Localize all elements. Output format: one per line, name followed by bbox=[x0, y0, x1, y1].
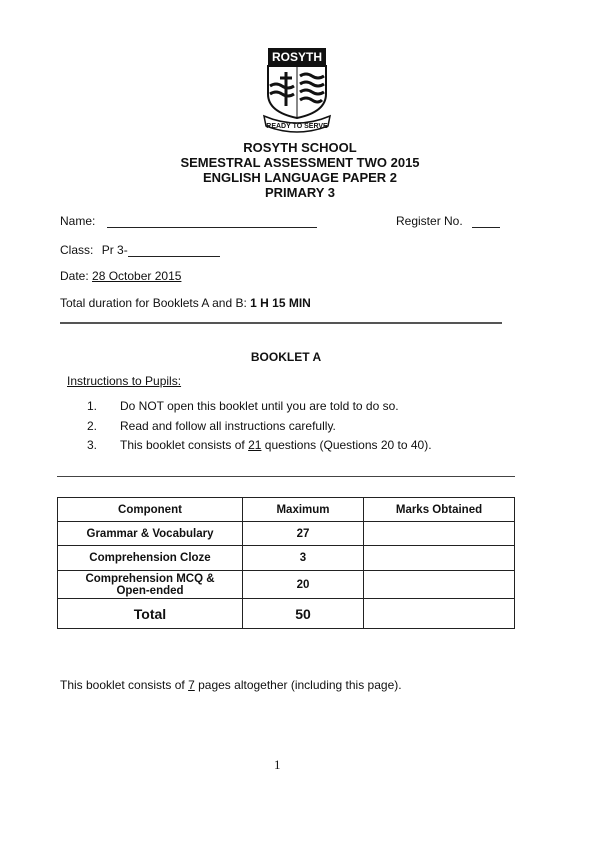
marks-obtained-cell[interactable] bbox=[364, 571, 515, 599]
instructions-heading: Instructions to Pupils: bbox=[67, 374, 182, 388]
instruction-item-2-num: 2. bbox=[87, 419, 98, 433]
total-label: Total bbox=[58, 599, 243, 629]
table-header-row bbox=[58, 498, 515, 522]
instruction-item-1-num: 1. bbox=[87, 399, 98, 413]
instruction-item-3-post: questions (Questions 20 to 40). bbox=[264, 438, 432, 452]
total-marks-obtained-cell[interactable] bbox=[364, 599, 515, 629]
class-field bbox=[60, 243, 220, 257]
name-label: Name: bbox=[60, 214, 96, 228]
date-field bbox=[60, 269, 181, 283]
column-header-marks-obtained: Marks Obtained bbox=[364, 498, 515, 522]
instruction-item-3-num: 3. bbox=[87, 438, 98, 452]
date-label: Date: bbox=[60, 269, 89, 283]
marks-obtained-cell[interactable] bbox=[364, 546, 515, 571]
marks-table bbox=[57, 497, 515, 629]
marks-obtained-cell[interactable] bbox=[364, 522, 515, 546]
svg-text:READY TO SERVE: READY TO SERVE bbox=[266, 123, 328, 130]
total-row bbox=[58, 599, 515, 629]
table-row bbox=[58, 546, 515, 571]
name-blank[interactable] bbox=[107, 215, 317, 228]
instruction-item-2: Read and follow all instructions carefully. bbox=[120, 419, 336, 433]
divider-middle bbox=[57, 476, 515, 477]
register-label: Register No. bbox=[396, 214, 463, 228]
class-blank[interactable] bbox=[128, 244, 220, 257]
level-title: PRIMARY 3 bbox=[264, 185, 336, 200]
class-value: Pr 3- bbox=[101, 243, 128, 257]
duration-label: Total duration for Booklets A and B: bbox=[60, 296, 247, 310]
total-value: 50 bbox=[243, 599, 364, 629]
table-row bbox=[58, 522, 515, 546]
class-label: Class: bbox=[60, 243, 94, 257]
instruction-item-3 bbox=[120, 438, 432, 452]
maximum-cell: 27 bbox=[243, 522, 364, 546]
page-count-post: pages altogether (including this page). bbox=[198, 678, 402, 692]
name-field bbox=[60, 214, 317, 228]
instruction-item-1: Do NOT open this booklet until you are told to do so. bbox=[120, 399, 399, 413]
component-cell: Comprehension MCQ & Open-ended bbox=[58, 571, 243, 599]
duration-value: 1 H 15 MIN bbox=[250, 296, 311, 310]
page-count-note bbox=[60, 678, 402, 692]
instruction-item-3-pre: This booklet consists of bbox=[120, 438, 245, 452]
maximum-cell: 3 bbox=[243, 546, 364, 571]
column-header-maximum: Maximum bbox=[243, 498, 364, 522]
table-row bbox=[58, 571, 515, 599]
date-value: 28 October 2015 bbox=[92, 269, 182, 283]
school-crest-logo bbox=[262, 46, 332, 134]
assessment-title: SEMESTRAL ASSESSMENT TWO 2015 bbox=[180, 155, 420, 170]
booklet-title: BOOKLET A bbox=[250, 350, 322, 364]
paper-title: ENGLISH LANGUAGE PAPER 2 bbox=[202, 170, 398, 185]
question-count: 21 bbox=[248, 438, 262, 452]
svg-text:ROSYTH: ROSYTH bbox=[271, 50, 323, 64]
register-blank[interactable] bbox=[472, 215, 500, 228]
maximum-cell: 20 bbox=[243, 571, 364, 599]
divider-top bbox=[60, 322, 502, 324]
component-cell: Comprehension Cloze bbox=[58, 546, 243, 571]
duration-field bbox=[60, 296, 311, 310]
page-number: 1 bbox=[274, 757, 281, 772]
component-cell: Grammar & Vocabulary bbox=[58, 522, 243, 546]
page-count-pre: This booklet consists of bbox=[60, 678, 185, 692]
page-count: 7 bbox=[188, 678, 195, 692]
register-field bbox=[396, 214, 500, 228]
school-name: ROSYTH SCHOOL bbox=[243, 140, 357, 155]
column-header-component: Component bbox=[58, 498, 243, 522]
